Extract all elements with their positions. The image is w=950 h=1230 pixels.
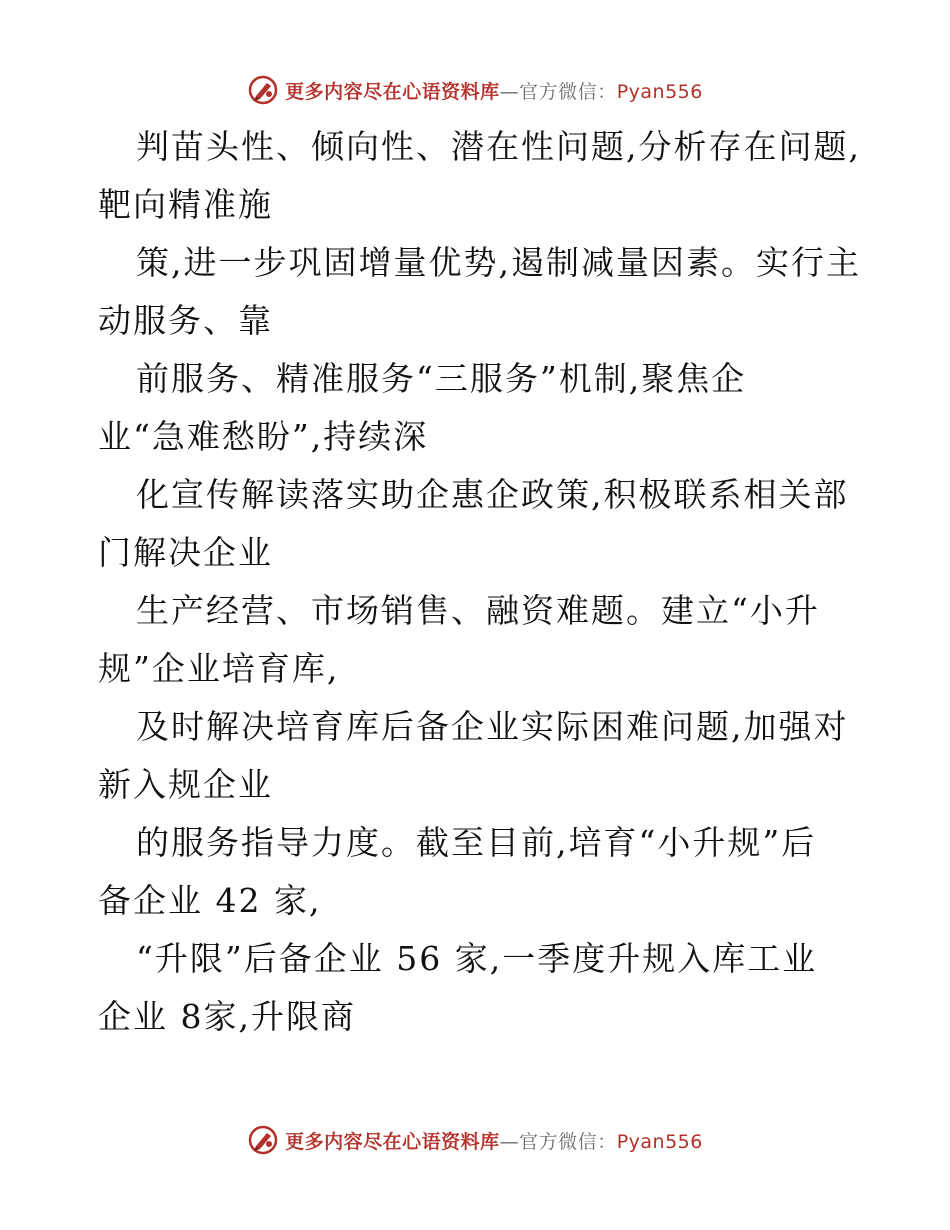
body-line: 备企业 42 家, bbox=[98, 881, 322, 920]
body-line: “升限”后备企业 56 家,一季度升规入库工业 bbox=[136, 939, 818, 978]
footer-banner-text bbox=[285, 1127, 703, 1154]
header-wechat-label: 官方微信： bbox=[519, 80, 617, 103]
brand-logo-icon bbox=[247, 1124, 279, 1156]
body-line: 靶向精准施 bbox=[98, 185, 273, 224]
footer-wechat-label: 官方微信： bbox=[519, 1130, 617, 1153]
body-line: 的服务指导力度。截至目前,培育“小升规”后 bbox=[136, 823, 817, 862]
header-banner bbox=[0, 70, 950, 110]
footer-banner bbox=[0, 1120, 950, 1160]
body-line: 新入规企业 bbox=[98, 765, 273, 804]
brand-logo-icon bbox=[247, 74, 279, 106]
body-line: 判苗头性、倾向性、潜在性问题,分析存在问题, bbox=[136, 127, 861, 166]
body-line: 化宣传解读落实助企惠企政策,积极联系相关部 bbox=[136, 475, 849, 514]
document-body bbox=[98, 118, 861, 1046]
body-line: 策,进一步巩固增量优势,遏制减量因素。实行主 bbox=[136, 243, 861, 282]
footer-separator: — bbox=[499, 1130, 520, 1153]
body-line: 业“急难愁盼”,持续深 bbox=[98, 417, 429, 456]
footer-wechat-id: Pyan556 bbox=[616, 1130, 703, 1153]
body-line: 企业 8家,升限商 bbox=[98, 997, 356, 1036]
body-line: 规”企业培育库, bbox=[98, 649, 340, 688]
header-wechat-id: Pyan556 bbox=[616, 80, 703, 103]
header-brand: 更多内容尽在心语资料库 bbox=[285, 80, 500, 103]
footer-brand: 更多内容尽在心语资料库 bbox=[285, 1130, 500, 1153]
body-line: 及时解决培育库后备企业实际困难问题,加强对 bbox=[136, 707, 849, 746]
body-line: 门解决企业 bbox=[98, 533, 273, 572]
header-banner-text bbox=[285, 77, 703, 104]
body-line: 动服务、靠 bbox=[98, 301, 273, 340]
footer-banner-inner bbox=[247, 1124, 703, 1156]
header-banner-inner bbox=[247, 74, 703, 106]
header-separator: — bbox=[499, 80, 520, 103]
body-line: 生产经营、市场销售、融资难题。建立“小升 bbox=[136, 591, 820, 630]
body-line: 前服务、精准服务“三服务”机制,聚焦企 bbox=[136, 359, 747, 398]
